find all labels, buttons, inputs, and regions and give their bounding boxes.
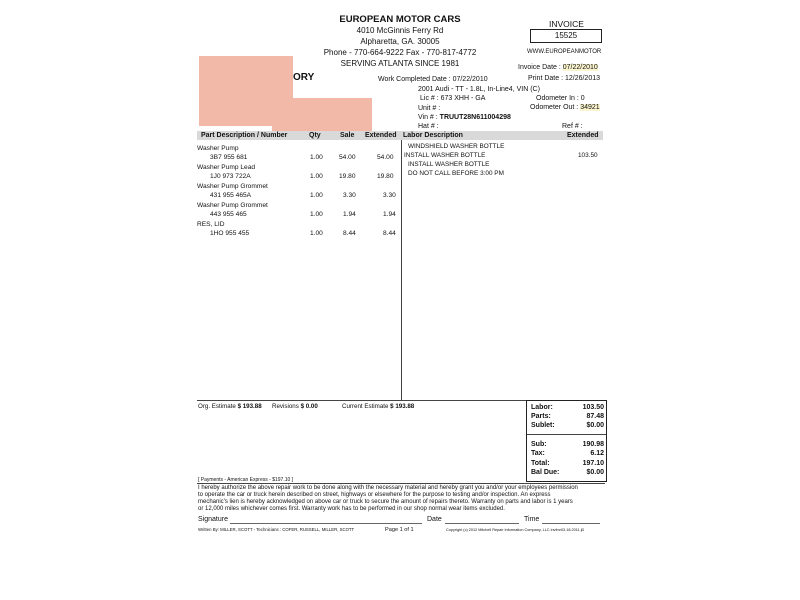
revisions-value: $ 0.00 — [300, 403, 318, 410]
license-value: 673 XHH - GA — [440, 95, 486, 102]
col-part-description: Part Description / Number — [201, 132, 288, 139]
time-label: Time — [524, 516, 540, 523]
part-name: Washer Pump Grommet — [197, 183, 268, 190]
company-website: WWW.EUROPEANMOTOR — [527, 49, 602, 55]
column-divider — [401, 140, 402, 401]
invoice-number: 15525 — [530, 29, 602, 43]
print-date-value: 12/26/2013 — [564, 75, 601, 82]
footer-divider — [197, 483, 605, 484]
copyright: Copyright (c) 2012 Mitchell Repair Information Company, LLC invfmr03.18.2011.jD — [446, 528, 585, 532]
license-label: Lic # : — [420, 95, 439, 102]
part-sale: 19.80 — [339, 173, 356, 180]
col-extended: Extended — [365, 132, 397, 139]
redaction-block — [272, 98, 372, 132]
total-row-parts — [529, 413, 604, 422]
odometer-in-label: Odometer In : — [536, 95, 579, 102]
part-extended: 54.00 — [377, 154, 394, 161]
total-value: 6.12 — [590, 450, 604, 457]
total-label: Total: — [531, 460, 550, 467]
invoice-date-row — [518, 64, 598, 71]
authorization-text-line: mechanic's lien is hereby acknowledged on above car or truck to secure the amount of repairs thereto. Warranty on parts and labor is 1 years — [198, 499, 573, 505]
part-qty: 1.00 — [310, 173, 323, 180]
part-name: Washer Pump — [197, 145, 239, 152]
ref-label: Ref # : — [562, 123, 583, 130]
vin-value: TRUUT28N611004298 — [439, 114, 511, 121]
company-header — [300, 14, 500, 69]
invoice-date-value: 07/22/2010 — [562, 64, 598, 71]
odometer-in-row — [536, 95, 585, 102]
original-estimate-value: $ 193.88 — [237, 403, 262, 410]
written-by: Written By: MILLER, SCOTT - Technicians : COFER, RUSSELL, MILLER, SCOTT — [198, 527, 355, 532]
time-line — [542, 523, 600, 524]
part-number: 431 955 465A — [210, 192, 252, 199]
total-label: Labor: — [531, 404, 553, 411]
col-labor-description: Labor Description — [403, 132, 463, 139]
part-name: Washer Pump Grommet — [197, 202, 268, 209]
part-sale: 8.44 — [343, 230, 356, 237]
date-label: Date — [427, 516, 442, 523]
part-qty: 1.00 — [310, 192, 323, 199]
company-address-line2: Alpharetta, GA. 30005 — [360, 37, 440, 46]
revisions-label: Revisions — [272, 403, 299, 410]
total-label: Sub: — [531, 441, 547, 448]
payments-note: [ Payments - American Express - $197.10 ] — [198, 477, 294, 483]
part-extended: 3.30 — [383, 192, 396, 199]
part-qty: 1.00 — [310, 211, 323, 218]
unit-label: Unit # : — [418, 105, 441, 112]
labor-line-amount: 103.50 — [578, 152, 598, 159]
part-sale: 54.00 — [339, 154, 356, 161]
title-fragment: ORY — [293, 72, 315, 83]
total-value: 103.50 — [582, 404, 604, 411]
labor-line: WINDSHIELD WASHER BOTTLE — [408, 143, 505, 150]
estimate-divider — [197, 400, 526, 401]
total-label: Sublet: — [531, 422, 555, 429]
page-number: Page 1 of 1 — [385, 527, 414, 533]
license-row — [420, 95, 485, 102]
total-label: Tax: — [531, 450, 545, 457]
total-row-labor — [529, 404, 604, 413]
print-date-label: Print Date : — [528, 75, 564, 82]
col-sale: Sale — [340, 132, 355, 139]
total-value: $0.00 — [586, 422, 604, 429]
part-sale: 3.30 — [343, 192, 356, 199]
total-row-tax — [529, 450, 604, 459]
part-number: 1HO 955 455 — [210, 230, 250, 237]
labor-line: DO NOT CALL BEFORE 3:00 PM — [408, 170, 504, 177]
part-extended: 19.80 — [377, 173, 394, 180]
print-date-row — [528, 75, 600, 82]
authorization-text-line: I hereby authorize the above repair work to be done along with the necessary material and hereby grant you and/or your employees permission — [198, 485, 578, 491]
part-qty: 1.00 — [310, 230, 323, 237]
original-estimate — [198, 403, 262, 410]
total-value: $0.00 — [586, 469, 604, 476]
vin-row — [418, 114, 511, 121]
totals-divider — [527, 434, 606, 435]
vin-label: Vin # : — [418, 114, 438, 121]
invoice-label: INVOICE — [549, 19, 584, 29]
authorization-text-line: to operate the car or truck herein described on street, highways or elsewhere for the purpose to testing and/or inspection. An express — [198, 492, 551, 498]
total-value: 190.98 — [582, 441, 604, 448]
total-label: Bal Due: — [531, 469, 560, 476]
table-header — [197, 131, 603, 140]
total-row-sublet — [529, 422, 604, 431]
odometer-out-row — [530, 104, 600, 111]
part-extended: 1.94 — [383, 211, 396, 218]
company-address-line1: 4010 McGinnis Ferry Rd — [356, 26, 444, 35]
part-number: 3B7 955 681 — [210, 154, 248, 161]
part-extended: 8.44 — [383, 230, 396, 237]
part-number: 443 955 465 — [210, 211, 247, 218]
odometer-out-value: 34921 — [580, 104, 600, 111]
current-estimate — [342, 403, 414, 410]
company-slogan: SERVING ATLANTA SINCE 1981 — [340, 59, 460, 68]
signature-label: Signature — [198, 516, 228, 523]
authorization-text-line: or 12,000 miles whichever comes first. Warranty work has to be performed in our shop normal wear items excluded. — [198, 506, 505, 512]
col-labor-extended: Extended — [567, 132, 599, 139]
company-name: EUROPEAN MOTOR CARS — [339, 14, 461, 25]
vehicle-description: 2001 Audi - TT - 1.8L, In-Line4, VIN (C) — [418, 86, 540, 93]
part-qty: 1.00 — [310, 154, 323, 161]
signature-line — [230, 523, 422, 524]
total-row-total — [529, 460, 604, 469]
original-estimate-label: Org. Estimate — [198, 403, 236, 410]
part-name: Washer Pump Lead — [197, 164, 256, 171]
labor-line: INSTALL WASHER BOTTLE — [404, 152, 486, 159]
part-number: 1J0 973 722A — [210, 173, 251, 180]
total-value: 87.48 — [586, 413, 604, 420]
current-estimate-label: Current Estimate — [342, 403, 389, 410]
company-phone: Phone - 770-664-9222 Fax - 770-817-4772 — [323, 48, 477, 57]
date-line — [445, 523, 519, 524]
invoice-date-label: Invoice Date : — [518, 64, 561, 71]
work-completed-date: Work Completed Date : 07/22/2010 — [378, 76, 488, 83]
odometer-out-label: Odometer Out : — [530, 104, 579, 111]
revisions — [272, 403, 318, 410]
part-sale: 1.94 — [343, 211, 356, 218]
current-estimate-value: $ 193.88 — [390, 403, 415, 410]
total-row-sub — [529, 441, 604, 450]
col-qty: Qty — [309, 132, 321, 139]
part-name: RES, LID — [197, 221, 225, 228]
total-row-balance — [529, 469, 604, 478]
total-label: Parts: — [531, 413, 551, 420]
totals-box — [526, 400, 607, 482]
hat-label: Hat # : — [418, 123, 439, 130]
labor-line: INSTALL WASHER BOTTLE — [408, 161, 490, 168]
total-value: 197.10 — [582, 460, 604, 467]
odometer-in-value: 0 — [580, 95, 585, 102]
